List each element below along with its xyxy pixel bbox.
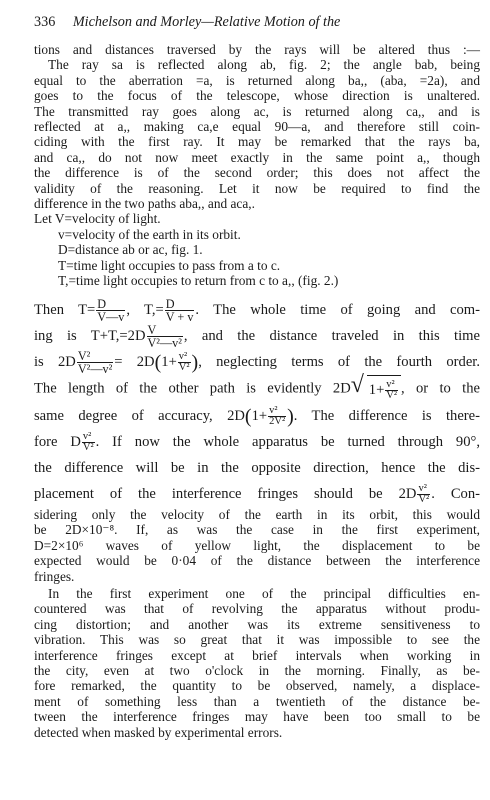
text-line: The transmitted ray goes along ac, is returned along ca,, and is (34, 103, 480, 119)
text-line: ment of something less than a twentieth of the distance be- (34, 693, 480, 709)
fraction (77, 350, 113, 375)
paragraph-3 (34, 507, 480, 584)
page-number: 336 (34, 14, 56, 30)
close-paren: ) (287, 405, 294, 428)
page-header (34, 14, 340, 31)
equation-text: . If now the whole apparatus be turned through 90°, (95, 433, 481, 450)
denominator: V²—v² (147, 335, 182, 350)
text-line: countered was that of revolving the apparatus without produ- (34, 601, 480, 617)
equation-text: , or to the (401, 380, 480, 397)
text-line: The ray sa is reflected along ab, fig. 2; the angle bab, being (48, 57, 480, 73)
denominator: V² (178, 361, 190, 373)
fraction (165, 298, 195, 323)
fraction (96, 298, 125, 323)
denominator: V² (386, 390, 398, 402)
radicand (367, 375, 401, 403)
numerator: v² (82, 432, 95, 443)
text-line: interference fringes except at brief intervals when working in (34, 647, 480, 663)
body-text (34, 42, 480, 740)
equation-text: . The difference is there- (293, 407, 480, 424)
denominator: V²—v² (77, 361, 113, 376)
text-line: sidering only the velocity of the earth in its orbit, this would (34, 506, 480, 522)
denominator: V² (82, 442, 94, 454)
equation-line (34, 403, 480, 429)
equation-text: = 2D (114, 353, 155, 370)
paragraph-1 (34, 42, 480, 211)
fraction (147, 324, 183, 349)
equation-text: , neglecting terms of the fourth order. (198, 353, 481, 370)
equation-text: ing is T+T,=2D (34, 327, 146, 344)
text-line: tween the interference fringes may have been too small to be (34, 709, 480, 725)
text-line: and ca,, do not now meet exactly in the same point a,, though (34, 149, 480, 165)
denominator: V + v (165, 309, 194, 324)
text-line: the city, even at two o'clock in the morning. Finally, as be- (34, 663, 480, 679)
text-line: detected when masked by experimental errors. (34, 724, 283, 740)
equation-text: is 2D (34, 353, 76, 370)
equation-line (34, 371, 480, 403)
open-paren: ( (154, 351, 162, 374)
numerator: D (96, 298, 125, 311)
equation-line (34, 429, 480, 455)
fraction (385, 380, 398, 401)
numerator: v² (417, 484, 430, 495)
text-line: difference in the two paths aba,, and aca,. (34, 196, 255, 212)
equation-text: Then T= (34, 301, 96, 318)
text-line: expected would be 0·04 of the distance between the interference (34, 553, 480, 569)
fraction (82, 432, 95, 453)
equation-line: the difference will be in the opposite direction, hence the dis- (34, 459, 480, 476)
text-line: fringes. (34, 568, 75, 584)
equation-text: 1+ (161, 353, 177, 370)
equation-text: . The whole time of going and com- (195, 301, 481, 318)
text-line: vibration. This was so great that it was impossible to see the (34, 632, 480, 648)
denominator: 2V² (269, 416, 286, 428)
text-line: goes to the focus of the telescope, whose direction is unaltered. (34, 88, 480, 104)
equation-text: fore D (34, 433, 81, 450)
definition-line: D=distance ab or ac, fig. 1. (58, 242, 203, 258)
text-line: validity of the reasoning. Let it now be required to find the (34, 180, 480, 196)
equations-block (34, 297, 480, 507)
numerator: V² (77, 350, 113, 363)
running-title: Michelson and Morley—Relative Motion of the (72, 14, 341, 30)
definition-line: v=velocity of the earth in its orbit. (58, 226, 241, 242)
denominator: V—v (97, 309, 125, 324)
fraction (417, 484, 430, 505)
definition-line: T,=time light occupies to return from c to a,, (fig. 2.) (58, 273, 339, 289)
definition-line: T=time light occupies to pass from a to c. (58, 257, 281, 273)
definitions-list (34, 211, 480, 288)
equation-line (34, 323, 480, 349)
equation-text: placement of the interference fringes should be 2D (34, 485, 417, 502)
text-line: be 2D×10⁻⁸. If, as was the case in the first experiment, (34, 522, 480, 538)
square-root (350, 371, 401, 403)
paragraph-4 (34, 586, 480, 740)
text-line: the difference is of the second order; this does not affect the (34, 165, 480, 181)
fraction (178, 352, 191, 373)
equation-text: same degree of accuracy, 2D (34, 407, 245, 424)
text-line: cing distortion; and another was its extreme sensitiveness to (34, 616, 480, 632)
equation-text: The length of the other path is evidently 2D (34, 380, 351, 397)
close-paren: ) (191, 351, 199, 374)
numerator: v² (178, 352, 191, 363)
equation-text: 1+ (251, 407, 268, 424)
text-line: ciding with the first ray. It may be remarked that the rays ba, (34, 134, 480, 150)
equation-text: , and the distance traveled in this time (183, 327, 480, 344)
open-paren: ( (244, 405, 252, 428)
equation-line (34, 481, 480, 507)
text-line: reflected at a,, making ca,e equal 90—a, and therefore still coin- (34, 119, 480, 135)
text-line: In the first experiment one of the principal difficulties en- (48, 586, 480, 601)
numerator: V (147, 324, 183, 337)
text-line: tions and distances traversed by the rays will be altered thus :— (34, 42, 480, 57)
equation-line (34, 297, 480, 323)
definition-line: Let V=velocity of light. (34, 211, 161, 227)
numerator: v² (385, 380, 398, 391)
equation-text: . Con- (431, 485, 481, 502)
equation-line (34, 349, 480, 375)
equation-text: 1+ (368, 381, 385, 398)
equation-text: , T,= (126, 301, 164, 318)
fraction (268, 406, 286, 427)
numerator: D (165, 298, 195, 311)
text-line: D=2×10⁶ waves of yellow light, the displacement to be (34, 537, 480, 553)
numerator: v² (268, 406, 286, 417)
text-line: equal to the aberration =a, is returned along ba,, (aba, =2a), and (34, 72, 480, 88)
radical-sign: √ (350, 371, 364, 398)
text-line: fore remarked, the quantity to be observed, namely, a displace- (34, 678, 480, 694)
denominator: V² (418, 494, 430, 506)
